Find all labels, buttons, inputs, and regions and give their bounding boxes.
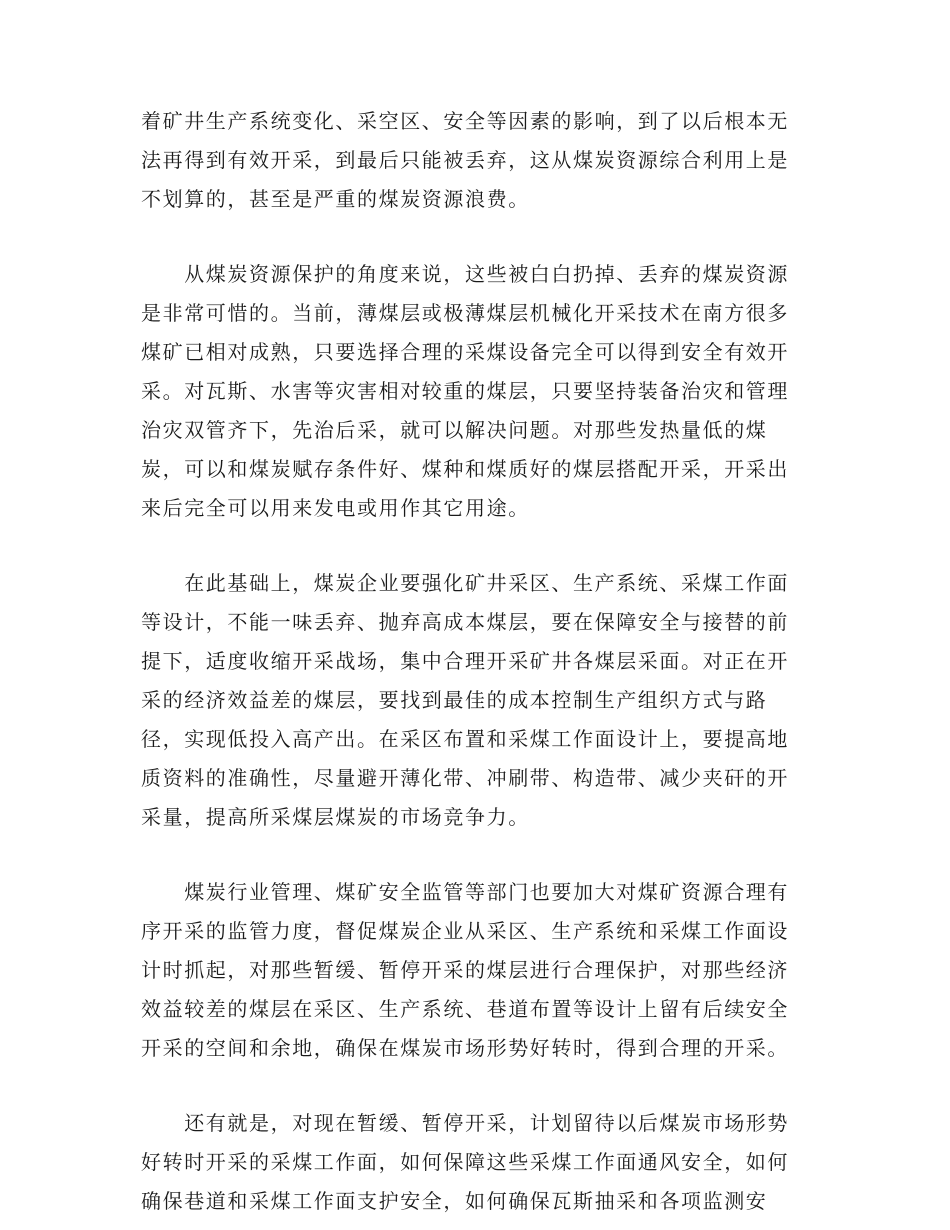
paragraph-gap <box>141 837 801 873</box>
text-line: 是非常可惜的。当前，薄煤层或极薄煤层机械化开采技术在南方很多 <box>141 301 789 325</box>
text-line: 好转时开采的采煤工作面，如何保障这些采煤工作面通风安全，如何 <box>141 1150 789 1174</box>
paragraph-2 <box>141 255 801 528</box>
paragraph-1 <box>141 102 801 219</box>
text-line: 采。对瓦斯、水害等灾害相对较重的煤层，只要坚持装备治灾和管理 <box>141 379 789 403</box>
text-line: 径，实现低投入高产出。在采区布置和采煤工作面设计上，要提高地 <box>141 727 789 751</box>
text-line: 确保巷道和采煤工作面支护安全，如何确保瓦斯抽采和各项监测安 <box>141 1189 768 1213</box>
text-line: 炭，可以和煤炭赋存条件好、煤种和煤质好的煤层搭配开采，开采出 <box>141 457 789 481</box>
paragraph-gap <box>141 528 801 564</box>
text-line: 从煤炭资源保护的角度来说，这些被白白扔掉、丢弃的煤炭资源 <box>141 262 789 286</box>
paragraph-3 <box>141 564 801 837</box>
text-line: 质资料的准确性，尽量避开薄化带、冲刷带、构造带、减少夹矸的开 <box>141 766 789 790</box>
text-line: 采量，提高所采煤层煤炭的市场竞争力。 <box>141 805 530 829</box>
text-line: 序开采的监管力度，督促煤炭企业从采区、生产系统和采煤工作面设 <box>141 919 789 943</box>
text-line: 煤矿已相对成熟，只要选择合理的采煤设备完全可以得到安全有效开 <box>141 340 789 364</box>
text-line: 着矿井生产系统变化、采空区、安全等因素的影响，到了以后根本无 <box>141 109 789 133</box>
paragraph-gap <box>141 1068 801 1104</box>
text-line: 来后完全可以用来发电或用作其它用途。 <box>141 496 530 520</box>
text-line: 不划算的，甚至是严重的煤炭资源浪费。 <box>141 187 530 211</box>
text-line: 煤炭行业管理、煤矿安全监管等部门也要加大对煤矿资源合理有 <box>141 880 789 904</box>
text-line: 开采的空间和余地，确保在煤炭市场形势好转时，得到合理的开采。 <box>141 1036 789 1060</box>
text-line: 治灾双管齐下，先治后采，就可以解决问题。对那些发热量低的煤 <box>141 418 768 442</box>
text-line: 提下，适度收缩开采战场，集中合理开采矿井各煤层采面。对正在开 <box>141 649 789 673</box>
text-line: 在此基础上，煤炭企业要强化矿井采区、生产系统、采煤工作面 <box>141 571 789 595</box>
text-line: 采的经济效益差的煤层，要找到最佳的成本控制生产组织方式与路 <box>141 688 768 712</box>
text-line: 效益较差的煤层在采区、生产系统、巷道布置等设计上留有后续安全 <box>141 997 789 1021</box>
text-line: 等设计，不能一味丢弃、抛弃高成本煤层，要在保障安全与接替的前 <box>141 610 789 634</box>
text-line: 还有就是，对现在暂缓、暂停开采，计划留待以后煤炭市场形势 <box>141 1111 789 1135</box>
paragraph-5 <box>141 1104 801 1221</box>
document-body <box>141 102 801 1221</box>
paragraph-4 <box>141 873 801 1068</box>
text-line: 计时抓起，对那些暂缓、暂停开采的煤层进行合理保护，对那些经济 <box>141 958 789 982</box>
text-line: 法再得到有效开采，到最后只能被丢弃，这从煤炭资源综合利用上是 <box>141 148 789 172</box>
paragraph-gap <box>141 219 801 255</box>
